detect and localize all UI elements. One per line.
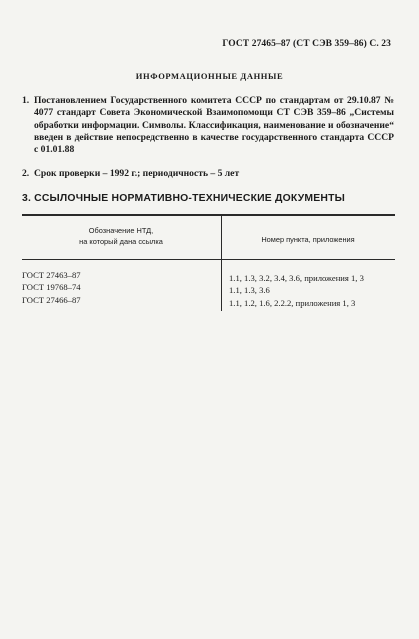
table-row-3-designation: ГОСТ 27466–87 [22, 295, 81, 305]
table-row-2-clauses: 1.1, 1.3, 3.6 [229, 285, 270, 295]
info-data-title: ИНФОРМАЦИОННЫЕ ДАННЫЕ [135, 71, 284, 81]
table-top-rule-double [22, 215, 395, 216]
table-row-2-designation: ГОСТ 19768–74 [22, 282, 81, 292]
item-number: 1. [22, 95, 30, 106]
page-header: ГОСТ 27465–87 (СТ СЭВ 359–86) С. 23 [222, 39, 391, 49]
info-item-1 [22, 95, 394, 156]
info-item-2 [22, 168, 394, 180]
column-header-clauses: Номер пункта, приложения [261, 235, 355, 244]
table-row-3-clauses: 1.1, 1.2, 1.6, 2.2.2, приложения 1, 3 [229, 298, 356, 308]
column-header-line: Обозначение НТД, [88, 226, 154, 235]
section-3-title: 3. ССЫЛОЧНЫЕ НОРМАТИВНО-ТЕХНИЧЕСКИЕ ДОКУМЕНТЫ [22, 193, 345, 204]
table-row-1-designation: ГОСТ 27463–87 [22, 270, 81, 280]
item-text: Постановлением Государственного комитета СССР по стандартам от 29.10.87 № 4077 стандарт Совета Экономической Взаимопомощи СТ СЭВ 359–86 „Системы обработки информации. Символы. Классификация, наименование и обозначение“ введен в действие непосредственно в качестве государственного стандарта СССР с 01.01.88 [34, 95, 394, 156]
column-header-designation [22, 226, 220, 247]
item-number: 2. [22, 168, 30, 179]
item-text: Срок проверки – 1992 г.; периодичность – 5 лет [34, 168, 240, 179]
table-row-1-clauses: 1.1, 1.3, 3.2, 3.4, 3.6, приложения 1, 3 [229, 273, 364, 283]
table-column-divider [221, 215, 222, 311]
table-header-rule [22, 259, 395, 260]
column-header-line: на который дана ссылка [79, 236, 163, 246]
